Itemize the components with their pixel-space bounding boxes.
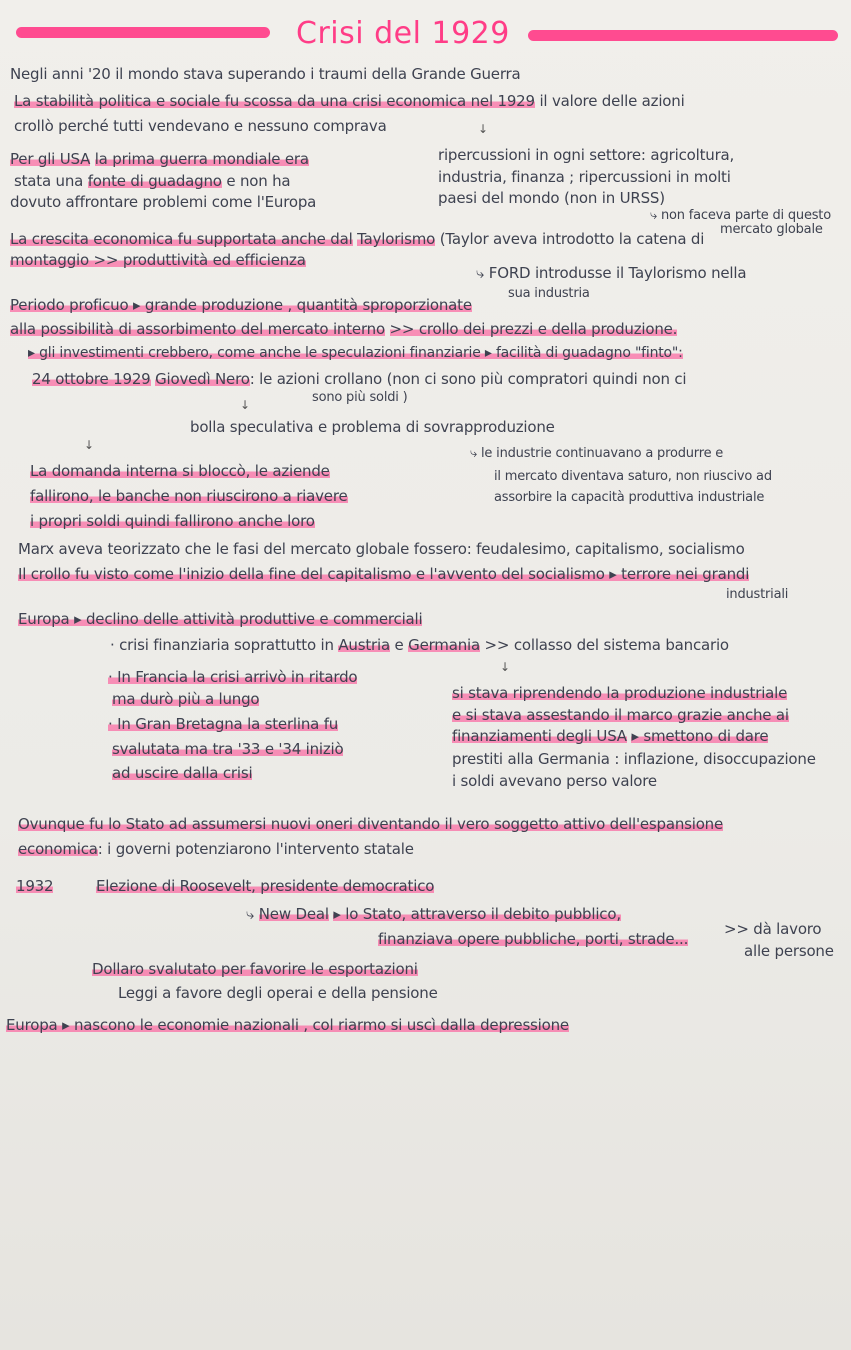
text-line: il mercato diventava saturo, non riuscivo ad: [494, 469, 772, 484]
highlight: La stabilità politica e sociale fu scossa da una crisi economica nel 1929: [14, 92, 535, 110]
highlight: New Deal: [258, 905, 329, 923]
text-span: e non ha: [226, 172, 291, 190]
highlight: Germania: [408, 636, 480, 654]
highlight: La domanda interna si bloccò, le aziende: [30, 462, 330, 480]
text-line: [18, 840, 414, 858]
text-line: assorbire la capacità produttiva industriale: [494, 490, 765, 505]
text-line: bolla speculativa e problema di sovrapproduzione: [190, 418, 555, 436]
highlight: Europa ▸ declino delle attività produttive e commerciali: [18, 610, 423, 628]
down-arrow-icon: ↓: [478, 122, 489, 136]
text-span: (Taylor aveva introdotto la catena di: [439, 230, 705, 248]
text-line: [10, 320, 677, 338]
highlight: alla possibilità di assorbimento del mercato interno: [10, 320, 385, 338]
highlight: si stava riprendendo la produzione industriale: [452, 684, 788, 702]
text-line: >> dà lavoro: [724, 920, 822, 938]
text-line: [452, 684, 787, 702]
text-line: Negli anni '20 il mondo stava superando i traumi della Grande Guerra: [10, 65, 521, 83]
text-span: · crisi finanziaria soprattutto in: [110, 636, 334, 654]
highlight: Dollaro svalutato per favorire le esportazioni: [92, 960, 418, 978]
highlight: 24 ottobre 1929: [32, 370, 151, 388]
down-arrow-icon: ↓: [240, 398, 251, 412]
text-line: Marx aveva teorizzato che le fasi del mercato globale fossero: feudalesimo, capitalismo, socialismo: [18, 540, 745, 558]
text-line: ⤷ New Deal ▸ lo Stato, attraverso il debito pubblico,: [246, 905, 621, 923]
text-line: [10, 230, 704, 248]
text-span: : i governi potenziarono l'intervento statale: [97, 840, 414, 858]
text-line: [14, 92, 685, 110]
text-line: [16, 877, 53, 895]
text-line: [18, 815, 723, 833]
text-line: [112, 740, 343, 758]
text-line: [108, 715, 338, 733]
text-line: [6, 1016, 569, 1034]
text-line: ⤷ le industrie continuavano a produrre e: [470, 446, 724, 461]
text-line: [108, 668, 357, 686]
highlight: finanziamenti degli USA: [452, 727, 627, 745]
title-rule-left: [16, 27, 270, 38]
highlight: · In Francia la crisi arrivò in ritardo: [108, 668, 358, 686]
highlight: Europa ▸ nascono le economie nazionali , col riarmo si uscì dalla depressione: [6, 1016, 569, 1034]
text-line: [10, 296, 472, 314]
text-line: [30, 462, 330, 480]
highlight: fonte di guadagno: [87, 172, 222, 190]
down-arrow-icon: ↓: [500, 660, 511, 674]
text-line: [110, 636, 729, 654]
highlight: finanziava opere pubbliche, porti, strade...: [378, 930, 689, 948]
text-line: crollò perché tutti vendevano e nessuno comprava: [14, 117, 387, 135]
text-line: i soldi avevano perso valore: [452, 772, 657, 790]
text-line: [10, 251, 306, 269]
highlight: economica: [18, 840, 98, 858]
highlight: fallirono, le banche non riuscirono a riavere: [30, 487, 348, 505]
text-line: [452, 727, 768, 745]
text-line: [452, 706, 789, 724]
highlight: Ovunque fu lo Stato ad assumersi nuovi oneri diventando il vero soggetto attivo dell'espansione: [18, 815, 724, 833]
highlight: ▸ lo Stato, attraverso il debito pubblico,: [333, 905, 621, 923]
text-line: industria, finanza ; ripercussioni in molti: [438, 168, 731, 186]
text-line: alle persone: [744, 942, 834, 960]
text-line: [32, 370, 686, 388]
text-line: [14, 172, 290, 190]
text-line: dovuto affrontare problemi come l'Europa: [10, 193, 317, 211]
text-line: sua industria: [508, 286, 590, 301]
highlight: >> crollo dei prezzi e della produzione.: [389, 320, 678, 338]
text-line: mercato globale: [720, 222, 823, 237]
text-line: sono più soldi ): [312, 390, 408, 405]
highlight: montaggio >> produttività ed efficienza: [10, 251, 306, 269]
text-line: [30, 487, 348, 505]
highlight: svalutata ma tra '33 e '34 iniziò: [112, 740, 344, 758]
text-line: Leggi a favore degli operai e della pensione: [118, 984, 438, 1002]
text-line: [96, 877, 434, 895]
highlight: Il crollo fu visto come l'inizio della fine del capitalismo e l'avvento del socialismo ▸ terrore nei grandi: [18, 565, 750, 583]
highlight: Periodo proficuo ▸ grande produzione , quantità sproporzionate: [10, 296, 472, 314]
text-line: [10, 150, 309, 168]
text-line: [28, 344, 683, 362]
highlight: la prima guerra mondiale era: [94, 150, 309, 168]
text-span: non faceva parte di questo: [661, 208, 831, 223]
text-span: : le azioni crollano (non ci sono più compratori quindi non ci: [249, 370, 687, 388]
down-arrow-icon: ↓: [84, 438, 95, 452]
text-span: il valore delle azioni: [539, 92, 685, 110]
title-rule-right: [528, 30, 838, 41]
text-span: FORD introdusse il Taylorismo nella: [488, 264, 747, 282]
highlight: i propri soldi quindi fallirono anche loro: [30, 512, 315, 530]
text-line: [18, 565, 749, 583]
highlight: ▸ gli investimenti crebbero, come anche le speculazioni finanziarie ▸ facilità di guadagno "finto":: [28, 345, 683, 361]
text-line: ripercussioni in ogni settore: agricoltura,: [438, 146, 735, 164]
highlight: ma durò più a lungo: [112, 690, 260, 708]
highlight: · In Gran Bretagna la sterlina fu: [108, 715, 339, 733]
text-span: le industrie continuavano a produrre e: [481, 446, 724, 461]
page-title: Crisi del 1929: [296, 16, 510, 51]
highlight: Taylorismo: [357, 230, 436, 248]
highlight: Per gli USA: [10, 150, 91, 168]
text-line: ⤷ FORD introdusse il Taylorismo nella: [476, 264, 747, 282]
highlight: Giovedì Nero: [155, 370, 250, 388]
highlight: La crescita economica fu supportata anche dal: [10, 230, 353, 248]
text-line: [112, 690, 259, 708]
highlight: Elezione di Roosevelt, presidente democratico: [96, 877, 435, 895]
text-span: stata una: [14, 172, 84, 190]
text-line: industriali: [726, 587, 789, 602]
highlight: e si stava assestando il marco grazie anche ai: [452, 706, 789, 724]
text-line: [112, 764, 252, 782]
highlight: ad uscire dalla crisi: [112, 764, 253, 782]
text-span: e: [394, 636, 404, 654]
text-line: paesi del mondo (non in URSS): [438, 189, 665, 207]
text-line: [378, 930, 688, 948]
text-line: [18, 610, 422, 628]
highlight: Austria: [338, 636, 390, 654]
text-line: [30, 512, 315, 530]
text-span: >> collasso del sistema bancario: [484, 636, 729, 654]
highlight: ▸ smettono di dare: [631, 727, 769, 745]
text-line: ⤷ non faceva parte di questo: [650, 208, 831, 223]
text-line: [92, 960, 418, 978]
highlight: 1932: [16, 877, 54, 895]
text-line: prestiti alla Germania : inflazione, disoccupazione: [452, 750, 816, 768]
